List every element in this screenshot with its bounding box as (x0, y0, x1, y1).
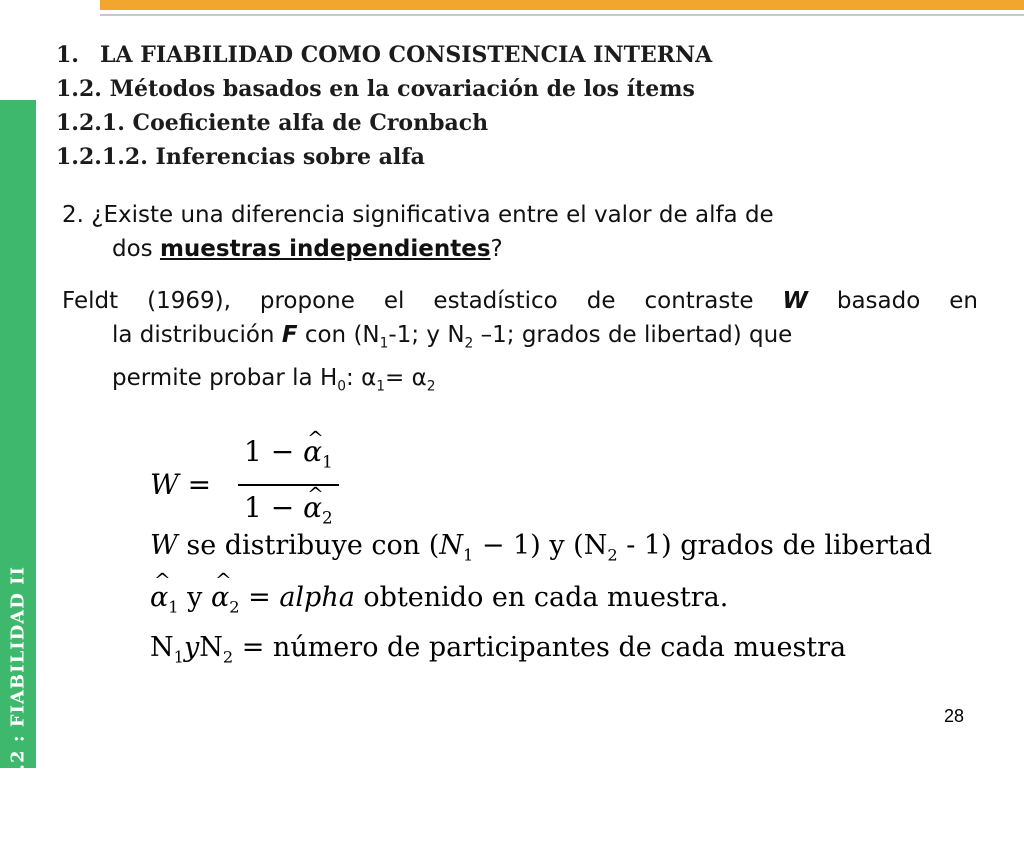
alpha-line-eq: = (239, 582, 280, 613)
question-line-1: 2. ¿Existe una diferencia significativa entre el valor de alfa de (62, 202, 774, 228)
hyp-alpha1: : α (346, 364, 377, 391)
question-paragraph (62, 198, 978, 266)
part-n1: N (150, 632, 174, 663)
alpha-line-y: y (178, 582, 211, 613)
heading-1-number: 1. (56, 42, 79, 68)
dist-b: − 1) y (N (473, 530, 608, 561)
side-bar (0, 100, 36, 856)
independent-samples-emphasis: muestras independientes (159, 236, 491, 262)
dist-w: W (150, 530, 178, 561)
alpha2-sub: 2 (426, 378, 436, 395)
formula-lhs: W = (150, 468, 212, 502)
alpha-hat-2: ^ α (303, 486, 322, 530)
dist-sub2: 2 (607, 545, 618, 565)
f-symbol: F (281, 322, 298, 348)
hyp-alpha2: = α (385, 364, 427, 391)
feldt-line-2 (62, 318, 978, 361)
feldt-text-end: basado en (807, 288, 978, 314)
heading-3: 1.2.1. Coeficiente alfa de Cronbach (56, 110, 489, 136)
denominator-one: 1 − (244, 490, 304, 524)
feldt-line-3 (62, 361, 978, 404)
dist-text-2: con (N (297, 322, 380, 348)
side-topic-label: TEMA 5.2 : FIABILIDAD II (7, 566, 29, 856)
formula-line-alpha (150, 582, 728, 616)
feldt-text: Feldt (1969), propone el estadístico de contraste (62, 288, 783, 314)
feldt-paragraph (62, 284, 978, 403)
part-y: y (183, 632, 200, 663)
part-sub2: 2 (222, 647, 234, 667)
formula-line-participants (150, 632, 846, 666)
top-accent-bar (100, 0, 1024, 10)
w-formula (150, 430, 339, 539)
heading-2: 1.2. Métodos basados en la covariación de los ítems (56, 76, 695, 102)
alpha1-sub: 1 (376, 378, 386, 395)
heading-1-text: LA FIABILIDAD COMO CONSISTENCIA INTERNA (100, 42, 713, 68)
alpha-line-sub2: 2 (229, 597, 240, 617)
dist-c: - 1) grados de libertad (617, 530, 933, 561)
dist-text-4: –1; grados de libertad) que (473, 322, 793, 348)
heading-block (56, 38, 712, 174)
numerator-one: 1 − (244, 435, 304, 468)
alpha-line-rest: obtenido en cada muestra. (354, 582, 729, 613)
dist-text: la distribución (112, 322, 282, 348)
n1-sub: 1 (379, 335, 389, 352)
formula-line-distribution (150, 530, 932, 564)
part-sub1: 1 (173, 647, 184, 667)
dist-n1: N (439, 530, 463, 561)
dist-sub1: 1 (462, 545, 474, 565)
question-mark: ? (490, 236, 503, 262)
question-text: dos (112, 236, 160, 262)
h0-sub: 0 (337, 378, 347, 395)
alpha-hat-line-1: ^ α (150, 582, 168, 613)
heading-1 (56, 38, 712, 72)
alpha-hat-line-2: ^ α (211, 582, 229, 613)
w-symbol: W (782, 288, 808, 314)
formula-fraction (238, 430, 339, 539)
alpha-hat-1: ^ α (303, 430, 322, 474)
feldt-line-1 (62, 284, 978, 318)
part-n2: N (199, 632, 223, 663)
hyp-text: permite probar la H (112, 364, 338, 391)
alpha-word: alpha (279, 582, 355, 613)
numerator-sub: 1 (322, 451, 333, 472)
alpha-line-sub1: 1 (168, 597, 179, 617)
heading-4: 1.2.1.2. Inferencias sobre alfa (56, 144, 425, 170)
top-accent-line (100, 14, 1024, 16)
part-rest: = número de participantes de cada muestra (233, 632, 847, 663)
dist-text-3: -1; y N (388, 322, 465, 348)
dist-a: se distribuye con ( (177, 530, 440, 561)
page-number: 28 (943, 706, 964, 726)
question-line-2 (62, 232, 978, 266)
denominator-sub: 2 (322, 507, 333, 528)
n2-sub: 2 (464, 335, 474, 352)
